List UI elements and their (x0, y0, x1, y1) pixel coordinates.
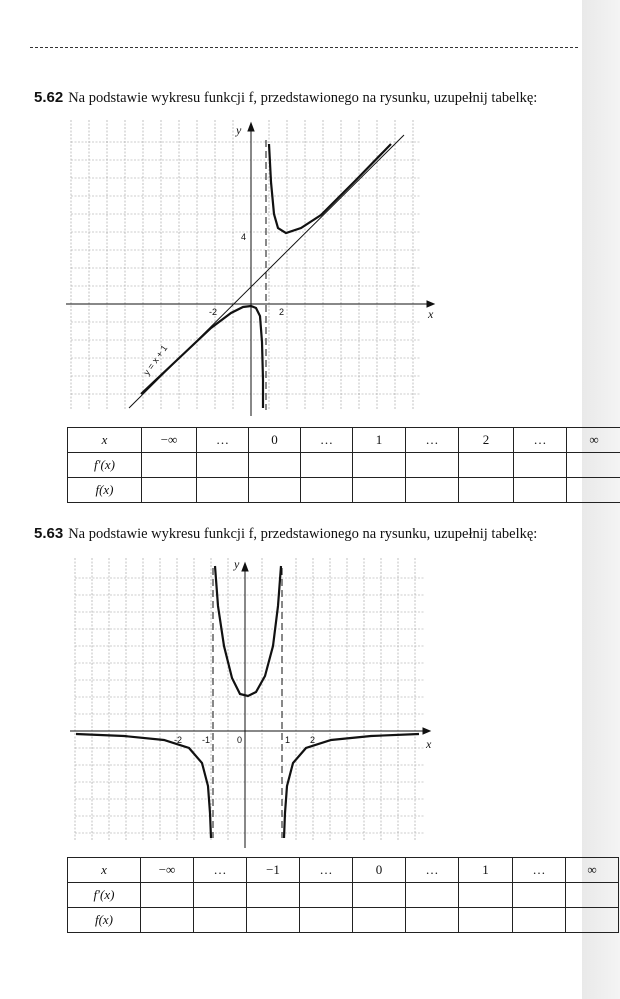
table-cell: … (514, 428, 567, 453)
table-cell-empty[interactable] (459, 453, 514, 478)
table-cell-empty[interactable] (459, 908, 513, 933)
table-cell-empty[interactable] (513, 908, 566, 933)
tick-label-minus-2: -2 (209, 307, 218, 317)
table-cell: −∞ (141, 858, 194, 883)
table-cell-empty[interactable] (514, 453, 567, 478)
table-cell: −1 (247, 858, 300, 883)
graph-5-62-svg (66, 120, 436, 420)
axes (66, 123, 434, 416)
x-axis-label: x (426, 737, 432, 751)
table-cell-empty[interactable] (353, 883, 406, 908)
table-cell-empty[interactable] (514, 478, 567, 503)
graph-5-63-svg (64, 558, 444, 853)
table-cell: 2 (459, 428, 514, 453)
table-cell: x (68, 428, 142, 453)
table-cell: f(x) (68, 908, 141, 933)
table-cell-empty[interactable] (459, 478, 514, 503)
table-cell: −∞ (142, 428, 197, 453)
table-cell-empty[interactable] (301, 453, 353, 478)
table-cell: … (300, 858, 353, 883)
value-table-5-62 (67, 427, 620, 503)
table-cell-empty[interactable] (142, 453, 197, 478)
table-cell: f(x) (68, 478, 142, 503)
top-divider (30, 47, 578, 48)
table-cell-empty[interactable] (353, 478, 406, 503)
table-cell-empty[interactable] (406, 453, 459, 478)
table-cell-empty[interactable] (247, 908, 300, 933)
table-cell: x (68, 858, 141, 883)
table-cell: … (197, 428, 249, 453)
table-cell-empty[interactable] (406, 883, 459, 908)
table-cell: … (406, 858, 459, 883)
table-cell-empty[interactable] (566, 908, 619, 933)
tick-label-minus-1: -1 (202, 735, 211, 745)
table-cell-empty[interactable] (353, 908, 406, 933)
table-cell-empty[interactable] (300, 883, 353, 908)
table-row-x (68, 858, 619, 883)
axes (70, 563, 430, 848)
table-cell-empty[interactable] (141, 908, 194, 933)
table-cell-empty[interactable] (406, 908, 459, 933)
table-cell-empty[interactable] (300, 908, 353, 933)
table-cell-empty[interactable] (406, 478, 459, 503)
table-cell: 1 (459, 858, 513, 883)
table-row-function (68, 908, 619, 933)
table-cell: f′(x) (68, 453, 142, 478)
table-cell: ∞ (567, 428, 620, 453)
table-cell-empty[interactable] (194, 883, 247, 908)
table-cell-empty[interactable] (142, 478, 197, 503)
table-cell: … (194, 858, 247, 883)
y-axis-label: y (236, 123, 242, 137)
table-cell-empty[interactable] (197, 478, 249, 503)
table-cell-empty[interactable] (249, 453, 301, 478)
table-cell-empty[interactable] (567, 478, 620, 503)
x-axis-label: x (428, 307, 434, 321)
table-cell: ∞ (566, 858, 619, 883)
table-cell-empty[interactable] (513, 883, 566, 908)
table-cell-empty[interactable] (353, 453, 406, 478)
tick-label-2: 2 (310, 735, 316, 745)
table-cell-empty[interactable] (301, 478, 353, 503)
tick-label-1: 1 (285, 735, 291, 745)
table-cell: … (513, 858, 566, 883)
tick-label-2: 2 (279, 307, 285, 317)
table-cell: … (406, 428, 459, 453)
y-axis-label: y (234, 557, 240, 571)
grid-lines (71, 120, 421, 410)
problem-5-62-heading (34, 89, 537, 107)
tick-label-0: 0 (237, 735, 243, 745)
table-cell-empty[interactable] (141, 883, 194, 908)
value-table-5-63 (67, 857, 619, 933)
table-cell-empty[interactable] (247, 883, 300, 908)
problem-text: Na podstawie wykresu funkcji f, przedstawionego na rysunku, uzupełnij tabelkę: (68, 526, 538, 542)
table-row-function (68, 478, 620, 503)
table-cell-empty[interactable] (197, 453, 249, 478)
table-cell-empty[interactable] (567, 453, 620, 478)
table-cell: f′(x) (68, 883, 141, 908)
table-cell: 0 (249, 428, 301, 453)
tick-label-minus-2: -2 (174, 735, 183, 745)
table-cell: 0 (353, 858, 406, 883)
problem-5-63-heading (34, 525, 537, 543)
vertical-asymptotes (213, 568, 282, 838)
tick-label-4: 4 (241, 232, 247, 242)
table-cell-empty[interactable] (249, 478, 301, 503)
table-cell-empty[interactable] (459, 883, 513, 908)
table-cell-empty[interactable] (194, 908, 247, 933)
asymptote-label: y = x + 1 (141, 343, 170, 378)
table-row-derivative (68, 453, 620, 478)
problem-number: 5.63 (34, 525, 64, 542)
function-curve (76, 566, 419, 838)
grid-lines (75, 558, 424, 840)
table-cell: … (301, 428, 353, 453)
problem-text: Na podstawie wykresu funkcji f, przedstawionego na rysunku, uzupełnij tabelkę: (68, 90, 538, 106)
table-cell: 1 (353, 428, 406, 453)
graph-5-62 (66, 120, 436, 420)
table-cell-empty[interactable] (566, 883, 619, 908)
table-row-derivative (68, 883, 619, 908)
graph-5-63 (64, 558, 444, 853)
table-row-x (68, 428, 620, 453)
problem-number: 5.62 (34, 89, 64, 106)
